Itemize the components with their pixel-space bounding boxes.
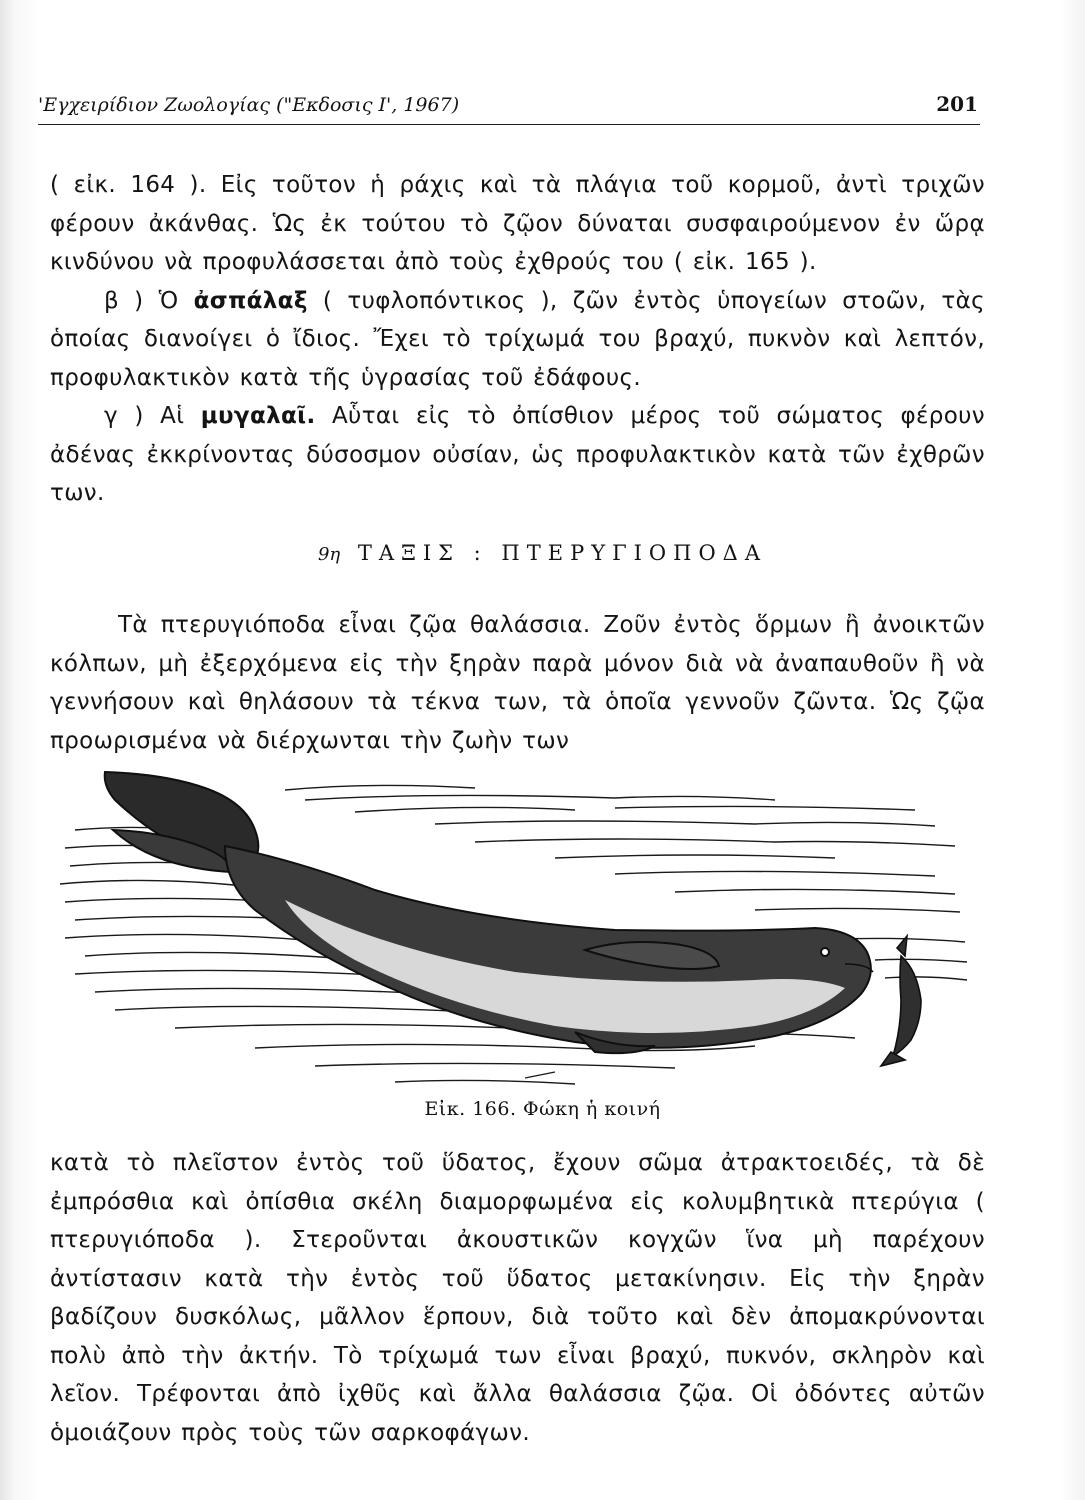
term-aspalax: ἀσπάλαξ: [193, 287, 308, 314]
section-ordinal: 9η: [317, 544, 341, 565]
figure-caption: Εἰκ. 166. Φώκη ἡ κοινή: [424, 1098, 661, 1120]
section-heading: [0, 541, 1085, 565]
bottom-text: [50, 1144, 985, 1452]
paragraph-hedgehog: ( εἰκ. 164 ). Εἰς τοῦτον ἡ ράχις καὶ τὰ πλάγια τοῦ κορμοῦ, ἀντὶ τριχῶν φέρουν ἀκάνθας. Ὡς ἐκ τούτου τὸ ζῷον δύναται συσφαιρούμενον ἐν ὥρᾳ κινδύνου νὰ προφυλάσσεται ἀπὸ τοὺς ἐχθρούς του ( εἰκ. 165 ).: [50, 172, 985, 275]
top-text: [50, 166, 985, 513]
term-mygalai: μυγαλαῖ.: [200, 403, 316, 429]
header-title: 'Εγχειρίδιον Ζωολογίας ("Εκδοσις Ι', 1967): [38, 94, 460, 116]
seal-illustration: [55, 760, 975, 1095]
paragraph-pinnipeds-body: κατὰ τὸ πλεῖστον ἐντὸς τοῦ ὕδατος, ἔχουν σῶμα ἀτρακτοειδές, τὰ δὲ ἐμπρόσθια καὶ ὀπίσθια σκέλη διαμορφωμένα εἰς κολυμβητικὰ πτερύγια ( πτερυγιόποδα ). Στεροῦνται ἀκουστικῶν κογχῶν ἵνα μὴ παρέχουν ἀντίστασιν κατὰ τὴν ἐντὸς τοῦ ὕδατος μετακίνησιν. Εἰς τὴν ξηρὰν βαδίζουν δυσκόλως, μᾶλλον ἕρπουν, διὰ τοῦτο καὶ δὲν ἀπομακρύνονται πολὺ ἀπὸ τὴν ἀκτήν. Τὸ τρίχωμά των εἶναι βραχύ, πυκνόν, σκληρὸν καὶ λεῖον. Τρέφονται ἀπὸ ἰχθῦς καὶ ἄλλα θαλάσσια ζῷα. Οἱ ὀδόντες αὐτῶν ὁμοιάζουν πρὸς τοὺς τῶν σαρκοφάγων.: [50, 1150, 985, 1446]
paragraph-pinnipeds-intro: Τὰ πτερυγιόποδα εἶναι ζῷα θαλάσσια. Ζοῦν ἐντὸς ὅρμων ἢ ἀνοικτῶν κόλπων, μὴ ἐξερχόμενα εἰς τὴν ξηρὰν παρὰ μόνον διὰ νὰ ἀναπαυθοῦν ἢ νὰ γεννήσουν καὶ θηλάσουν τὰ τέκνα των, τὰ ὁποῖα γεννοῦν ζῶντα. Ὡς ζῷα προωρισμένα νὰ διέρχωνται τὴν ζωὴν των: [50, 612, 985, 754]
fish: [881, 936, 921, 1066]
seal: [105, 772, 873, 1053]
paragraph-mole: β ) Ὁ ἀσπάλαξ ( τυφλοπόντικος ), ζῶν ἐντὸς ὑπογείων στοῶν, τὰς ὁποίας διανοίγει ὁ ἴδιος. Ἔχει τὸ τρίχωμά του βραχύ, πυκνὸν καὶ λεπτόν, προφυλακτικὸν κατὰ τῆς ὑγρασίας τοῦ ἐδάφους.: [50, 287, 985, 391]
running-header: [38, 92, 980, 125]
middle-text: [50, 606, 985, 760]
section-title: ΤΑΞΙΣ : ΠΤΕΡΥΓΙΟΠΟΔΑ: [357, 541, 768, 565]
page-number: 201: [936, 92, 978, 116]
paragraph-shrews: γ ) Αἱ μυγαλαῖ. Αὗται εἰς τὸ ὀπίσθιον μέρος τοῦ σώματος φέρουν ἀδένας ἐκκρίνοντας δύσοσμον οὐσίαν, ὡς προφυλακτικὸν κατὰ τῶν ἐχθρῶν των.: [50, 403, 986, 506]
